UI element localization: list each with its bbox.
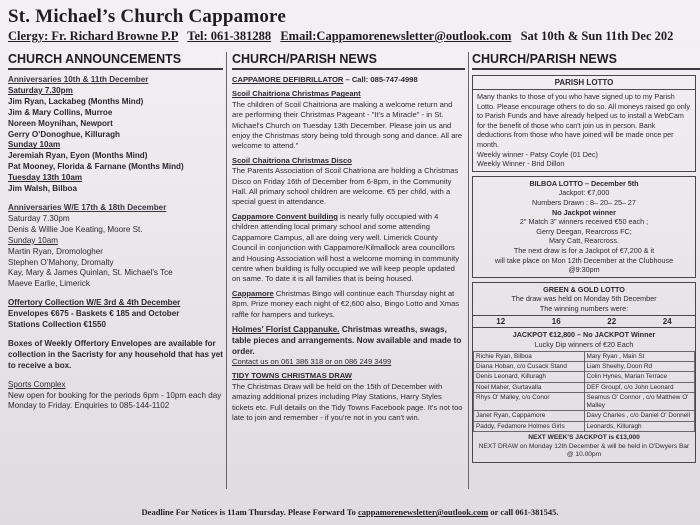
footer-tail: or call 061-381545. [488, 507, 559, 517]
parish-news-column-2 [472, 50, 700, 491]
parish-lotto-winner: Weekly winner - Patsy Coyle (01 Dec) [477, 149, 598, 159]
bilboa-line: Jackpot: €7,000 [558, 188, 610, 198]
table-row [474, 382, 695, 392]
anniversary-line: Noreen Moynihan, Newport [8, 118, 113, 128]
gg-number: 12 [496, 317, 506, 327]
winner-cell: Colin Hynes, Marian Terrace [584, 372, 695, 382]
anniversary-line: Sunday 10am [8, 140, 61, 150]
anniversary-line: Kay, Mary & James Quinlan, St. Michael’s Tce [8, 268, 173, 278]
winner-cell: Mary Ryan , Main St [584, 351, 695, 361]
announcements-heading: CHURCH ANNOUNCEMENTS [8, 50, 223, 70]
winner-cell: DEF Groupf, c/o John Leonard [584, 382, 695, 392]
florist-contact: Contact us on 061 386 318 or on 086 249 3499 [232, 356, 392, 366]
green-gold-lotto-box [472, 282, 696, 463]
gg-number: 16 [551, 317, 561, 327]
winner-cell: Leonards, Killuragh [584, 421, 695, 431]
anniversary-line: Pat Mooney, Florida & Farnane (Months Mind) [8, 162, 184, 172]
winner-cell: Seamus O' Connor , c/o Matthew O' Malley [584, 393, 695, 411]
anniversaries-title: Anniversaries 10th & 11th December [8, 75, 149, 84]
anniversary-line: Denis & Willie Joe Keating, Moore St. [8, 224, 143, 234]
table-row [474, 372, 695, 382]
table-row [474, 421, 695, 431]
winner-cell: Davy Charles , c/o Daniel O' Donnell [584, 411, 695, 421]
anniversary-line: Martin Ryan, Dromologher [8, 246, 103, 256]
anniversary-line: Jim Walsh, Bilboa [8, 184, 77, 194]
draw-text: The Christmas Draw will be held on the 15th of December with amazing additional prizes including Play Stations, Harry Styles tickets etc. Full details on the Tidy Towns Facebook page. It's not too late to join and remember - if you're not in you can't win. [232, 381, 463, 422]
envelopes-notice: Boxes of Weekly Offertory Envelopes are available for collection in the Sacristy for any household that has yet to receive a box. [8, 338, 223, 370]
anniversaries-next-title: Anniversaries W/E 17th & 18th December [8, 202, 167, 212]
table-row [474, 411, 695, 421]
footer-email-link[interactable]: cappamorenewsletter@outlook.com [357, 507, 489, 517]
anniversary-line: Saturday 7.30pm [8, 213, 70, 223]
anniversary-line: Maeve Earlie, Limerick [8, 279, 90, 289]
bilboa-line: The next draw is for a Jackpot of €7,200 & it [513, 245, 655, 255]
bingo-title: Cappamore [232, 288, 274, 298]
anniversary-line: Stephen O’Mahony, Dromalty [8, 257, 114, 267]
florist-title: Holmes' Florist Cappanuke. [232, 324, 340, 334]
anniversaries-list [8, 86, 223, 195]
gg-lucky-dip: Lucky Dip winners of €20 Each [534, 340, 634, 350]
clergy-text: Clergy: Fr. Richard Browne P.P [8, 29, 179, 43]
winner-cell: Janet Ryan, Cappamore [474, 411, 585, 421]
defib-call: – Call: 085-747-4998 [343, 75, 418, 84]
winners-table [473, 351, 695, 432]
bilboa-title: BILBOA LOTTO – December 5th [529, 178, 639, 188]
offertory-title: Offertory Collection W/E 3rd & 4th December [8, 298, 181, 308]
table-row [474, 393, 695, 411]
defib-title: CAPPAMORE DEFIBRILLATOR [232, 75, 344, 84]
table-row [474, 351, 695, 361]
bilboa-line: Numbers Drawn : 8– 20– 25– 27 [532, 197, 636, 207]
winner-cell: Liam Sheehy, Doon Rd [584, 362, 695, 372]
anniversaries-next-list [8, 214, 223, 290]
parish-news-heading-2: CHURCH/PARISH NEWS [472, 50, 700, 70]
gg-numbers-label: The winning numbers were: [539, 303, 629, 313]
footer-text: Deadline For Notices is 11am Thursday. Please Forward To [141, 507, 358, 517]
gg-number: 22 [607, 317, 617, 327]
bilboa-line: No Jackpot winner [552, 207, 616, 217]
sports-title: Sports Complex [8, 379, 66, 389]
column-divider [468, 52, 469, 489]
contact-line [8, 29, 700, 44]
anniversary-line: Sunday 10am [8, 235, 58, 245]
pageant-text: The children of Scoil Chaitriona are making a welcome return and are performing their Christmas Pageant - "It's a Miracle" - in St. Michael's Church on Tuesday 13th December. Please join us and enjoy the Christmas story being told through song and dance. All are welcome to attend." [232, 99, 463, 151]
next-jackpot: NEXT WEEK'S JACKPOT is €13,000 [528, 433, 640, 441]
gg-numbers [473, 315, 695, 328]
winner-cell: Rhys O' Malley, c/o Conor [474, 393, 585, 411]
bilboa-line: Gerry Deegan, Rearcross FC; [536, 226, 632, 236]
announcements-column [8, 50, 223, 491]
bilboa-line: will take place on Mon 12th December at the Clubhouse [494, 255, 674, 265]
offertory-line: Envelopes €675 - Baskets € 185 and October [8, 309, 180, 319]
disco-title: Scoil Chaitriona Christmas Disco [232, 155, 352, 165]
disco-text: The Parents Association of Scoil Chatriona are holding a Christmas Disco on Friday 16th of December from 6-8pm, in the Community Hall. All primary school children are welcome. €5 per child, with a special guest in attendance. [232, 166, 459, 207]
footer-deadline [0, 507, 700, 517]
parish-lotto-text: Many thanks to those of you who have signed up to my Parish Lotto. Please encourage others to do so. All moneys raised go only to Parish Funds and have already helped us to install a WebCam for the benefit of those who can't join us in person. Bank deductions from those who have joined will be made once per month. [477, 92, 690, 149]
parish-lotto-title: PARISH LOTTO [473, 76, 695, 90]
pageant-title: Scoil Chaitriona Christmas Pageant [232, 89, 361, 99]
gg-jackpot: JACKPOT €12,800 – No JACKPOT Winner [512, 330, 656, 340]
table-row [474, 362, 695, 372]
bilboa-line: @9:30pm [568, 265, 600, 275]
florist-text: Christmas wreaths, swags, table pieces and arrangements. Now available and made to order. [232, 324, 462, 356]
anniversary-line: Tuesday 13th 10am [8, 173, 83, 183]
winner-cell: Noel Maher, Gurtavalla [474, 382, 585, 392]
bilboa-line: Mary Catt, Rearcross. [549, 236, 619, 246]
bilboa-line: 2" Match 3" winners received €50 each ; [519, 217, 649, 227]
anniversary-line: Saturday 7.30pm [8, 85, 73, 95]
parish-news-column [232, 50, 465, 491]
page-title: St. Michael’s Church Cappamore [8, 6, 286, 27]
parish-lotto-box [472, 75, 696, 172]
offertory-line: Stations Collection €1550 [8, 320, 107, 330]
parish-lotto-winner: Weekly Winner - Brid Dillon [477, 159, 565, 169]
parish-news-heading: CHURCH/PARISH NEWS [232, 50, 465, 70]
convent-title: Cappamore Convent building [232, 211, 338, 221]
sports-text: New open for booking for the periods 6pm - 10pm each day Monday to Friday. Enquiries to 085-144-1102 [8, 390, 222, 411]
winner-cell: Paddy, Fedamore Holmes Girls [474, 421, 585, 431]
winner-cell: Richie Ryan, Bilboa [474, 351, 585, 361]
winner-cell: Denis Leonard, Killuragh [474, 372, 585, 382]
anniversary-line: Jeremiah Ryan, Eyon (Months Mind) [8, 151, 148, 161]
winner-cell: Diana Hoban, c/o Cusack Stand [474, 362, 585, 372]
anniversary-line: Jim & Mary Collins, Murroe [8, 107, 113, 117]
bingo-text: Christmas Bingo will continue each Thursday night at 8pm. Prize money each night of €2,600 also, Bingo Lotto and Xmas raffle for hampers and turkeys. [232, 288, 460, 319]
dates-text: Sat 10th & Sun 11th Dec 202 [520, 29, 674, 43]
next-draw: NEXT DRAW on Monday 12th December & will be held in O'Dwyers Bar @ 10.00pm [478, 442, 690, 459]
bilboa-lotto-box [472, 176, 696, 278]
phone-text: Tel: 061-381288 [187, 29, 272, 43]
convent-text: is nearly fully occupied with 4 children attending local primary school and some attending Cappamore Campus, all are doing very well. Limerick County Council in conjunction with Cappamore/Kilmallock area councillors and Housing Association will host a welcome morning in community centre when building is fully occupied we will keep people updated on same. To date it is all families that is being housed. [232, 211, 460, 284]
gg-title: GREEN & GOLD LOTTO [543, 284, 625, 294]
column-divider [226, 52, 227, 489]
anniversary-line: Gerry O’Donoghue, Killuragh [8, 129, 120, 139]
email-link[interactable]: Email:Cappamorenewsletter@outlook.com [280, 29, 512, 43]
anniversary-line: Jim Ryan, Lackabeg (Months Mind) [8, 96, 144, 106]
gg-draw-date: The draw was held on Monday 5th December [511, 294, 657, 304]
gg-number: 24 [662, 317, 672, 327]
draw-title: TIDY TOWNS CHRISTMAS DRAW [232, 371, 352, 381]
